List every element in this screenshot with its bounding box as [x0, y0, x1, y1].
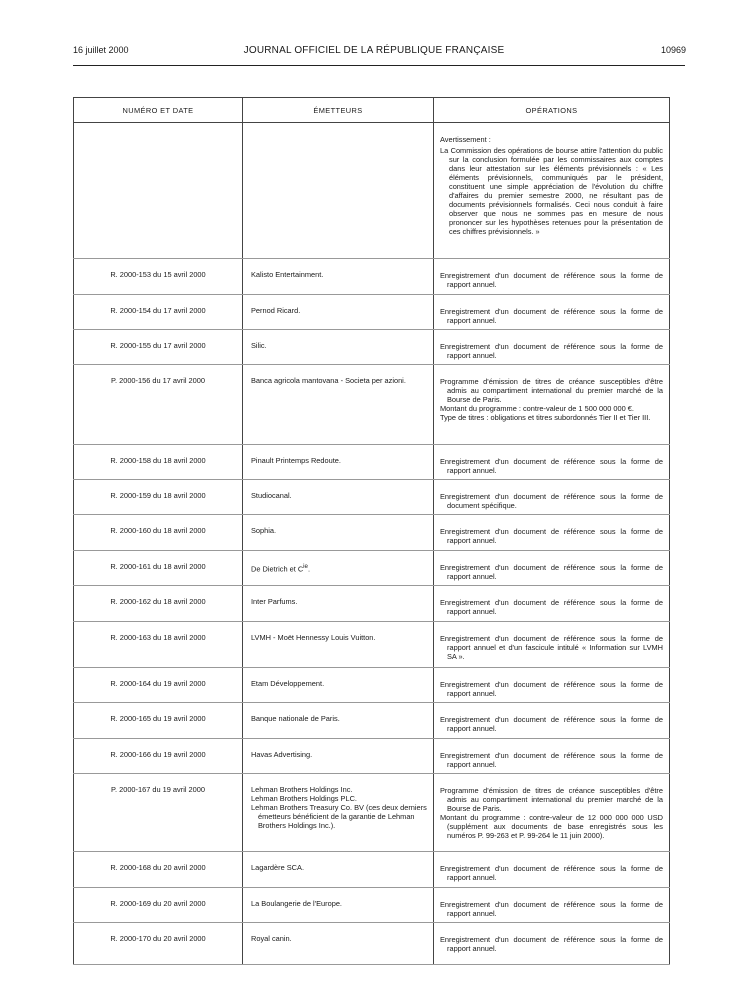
issuer-name: Etam Développement.	[251, 679, 325, 688]
registration-number: R. 2000-158 du 18 avril 2000	[74, 445, 243, 480]
operation-text: Enregistrement d'un document de référence sous la forme de rapport annuel.	[440, 900, 663, 918]
operation-cell	[434, 622, 670, 668]
column-header-issuers: ÉMETTEURS	[243, 98, 434, 123]
table-row	[74, 480, 670, 515]
registration-number: R. 2000-169 du 20 avril 2000	[74, 888, 243, 923]
operation-text: Enregistrement d'un document de référence sous la forme de rapport annuel.	[440, 715, 663, 733]
issuer-name: Lehman Brothers Holdings Inc.	[251, 785, 353, 794]
registration-number: P. 2000-167 du 19 avril 2000	[74, 774, 243, 852]
operation-text: Enregistrement d'un document de référence sous la forme de document spécifique.	[440, 492, 663, 510]
issuer-cell	[243, 515, 434, 551]
operation-text: Montant du programme : contre-valeur de 1 500 000 000 €.	[440, 404, 634, 413]
issuer-cell	[243, 774, 434, 852]
warning-body: La Commission des opérations de bourse attire l'attention du public sur la conclusion formulée par les commissaires aux comptes dans leur attestation sur les éléments prévisionnels : « Les éléments prévisionnels, communiqués par le président, constituent une simple appréciation de l'évolution du chiffre d'affaires du premier semestre 2000, ne résultant pas de documents prévisionnels formalisés. Ceci nous conduit à faire observer que nous ne sommes pas en mesure de nous prononcer sur les hypothèses retenues pour la présentation de ces chiffres prévisionnels. »	[440, 146, 663, 236]
operation-cell	[434, 668, 670, 703]
registration-number: P. 2000-156 du 17 avril 2000	[74, 365, 243, 445]
operation-cell	[434, 259, 670, 295]
table-row	[74, 586, 670, 622]
issuer-cell	[243, 586, 434, 622]
issuer-cell	[243, 668, 434, 703]
issuer-cell	[243, 703, 434, 739]
table-row	[74, 330, 670, 365]
issuer-name: Pinault Printemps Redoute.	[251, 456, 341, 465]
operation-cell	[434, 703, 670, 739]
registration-number: R. 2000-155 du 17 avril 2000	[74, 330, 243, 365]
registration-number: R. 2000-166 du 19 avril 2000	[74, 739, 243, 774]
operation-text: Enregistrement d'un document de référence sous la forme de rapport annuel.	[440, 935, 663, 953]
issuer-cell	[243, 622, 434, 668]
registration-number: R. 2000-153 du 15 avril 2000	[74, 259, 243, 295]
issuer-cell	[243, 739, 434, 774]
registration-number: R. 2000-159 du 18 avril 2000	[74, 480, 243, 515]
issuer-cell	[243, 330, 434, 365]
issuer-name: Silic.	[251, 341, 267, 350]
issuer-cell	[243, 295, 434, 330]
table-row	[74, 852, 670, 888]
operation-text: Type de titres : obligations et titres subordonnés Tier II et Tier III.	[440, 413, 651, 422]
issuer-name: Lehman Brothers Treasury Co. BV (ces deux derniers émetteurs bénéficient de la garantie de Lehman Brothers Holdings Inc.).	[251, 803, 427, 830]
issuer-cell	[243, 852, 434, 888]
table-row	[74, 622, 670, 668]
column-header-number: NUMÉRO ET DATE	[74, 98, 243, 123]
operation-cell	[434, 330, 670, 365]
page-header	[0, 45, 748, 61]
issuer-name: Kalisto Entertainment.	[251, 270, 324, 279]
registration-number: R. 2000-163 du 18 avril 2000	[74, 622, 243, 668]
header-page-number: 10969	[660, 45, 686, 55]
operation-text: Enregistrement d'un document de référence sous la forme de rapport annuel.	[440, 457, 663, 475]
operation-text: Enregistrement d'un document de référence sous la forme de rapport annuel.	[440, 342, 663, 360]
operation-cell	[434, 586, 670, 622]
issuer-name: La Boulangerie de l'Europe.	[251, 899, 342, 908]
issuer-name: Havas Advertising.	[251, 750, 313, 759]
issuer-cell	[243, 551, 434, 586]
operation-cell	[434, 551, 670, 586]
operation-text: Enregistrement d'un document de référence sous la forme de rapport annuel.	[440, 751, 663, 769]
registrations-table	[73, 97, 670, 965]
table-row	[74, 703, 670, 739]
table-row	[74, 739, 670, 774]
issuer-name: Banca agricola mantovana - Societa per azioni.	[251, 376, 406, 385]
operation-text: Enregistrement d'un document de référence sous la forme de rapport annuel.	[440, 527, 663, 545]
operation-cell	[434, 852, 670, 888]
warning-title: Avertissement :	[440, 135, 491, 144]
operation-text: Enregistrement d'un document de référence sous la forme de rapport annuel.	[440, 680, 663, 698]
header-title: JOURNAL OFFICIEL DE LA RÉPUBLIQUE FRANÇAISE	[243, 45, 505, 56]
warning-number-cell	[74, 123, 243, 259]
operation-cell	[434, 774, 670, 852]
issuer-cell	[243, 923, 434, 965]
issuer-cell	[243, 888, 434, 923]
registration-number: R. 2000-164 du 19 avril 2000	[74, 668, 243, 703]
operation-cell	[434, 365, 670, 445]
issuer-name: Lagardère SCA.	[251, 863, 304, 872]
registration-number: R. 2000-170 du 20 avril 2000	[74, 923, 243, 965]
table-row	[74, 365, 670, 445]
warning-issuer-cell	[243, 123, 434, 259]
table-row	[74, 551, 670, 586]
registration-number: R. 2000-165 du 19 avril 2000	[74, 703, 243, 739]
operation-cell	[434, 888, 670, 923]
table-row	[74, 515, 670, 551]
operation-text: Enregistrement d'un document de référence sous la forme de rapport annuel.	[440, 598, 663, 616]
issuer-name: Sophia.	[251, 526, 277, 535]
warning-cell	[434, 123, 670, 259]
table-row	[74, 295, 670, 330]
operation-text: Enregistrement d'un document de référence sous la forme de rapport annuel et d'un fascicule intitulé « Information sur LVMH SA ».	[440, 634, 663, 661]
issuer-name: Royal canin.	[251, 934, 292, 943]
table-row	[74, 259, 670, 295]
operation-text: Enregistrement d'un document de référence sous la forme de rapport annuel.	[440, 307, 663, 325]
header-date: 16 juillet 2000	[73, 45, 129, 55]
issuer-name: Lehman Brothers Holdings PLC.	[251, 794, 357, 803]
issuer-name: LVMH - Moët Hennessy Louis Vuitton.	[251, 633, 376, 642]
operation-cell	[434, 923, 670, 965]
table-row	[74, 668, 670, 703]
table-row	[74, 774, 670, 852]
operation-cell	[434, 445, 670, 480]
operation-text: Programme d'émission de titres de créance susceptibles d'être admis au compartiment international du premier marché de la Bourse de Paris.	[440, 377, 663, 404]
table-row	[74, 888, 670, 923]
operation-cell	[434, 739, 670, 774]
issuer-name: Inter Parfums.	[251, 597, 298, 606]
registration-number: R. 2000-168 du 20 avril 2000	[74, 852, 243, 888]
registration-number: R. 2000-161 du 18 avril 2000	[74, 551, 243, 586]
issuer-name: Banque nationale de Paris.	[251, 714, 340, 723]
issuer-name: De Dietrich et $C^{ie}$.	[251, 563, 311, 574]
registration-number: R. 2000-154 du 17 avril 2000	[74, 295, 243, 330]
operation-text: Montant du programme : contre-valeur de 12 000 000 000 USD (supplément aux documents de base enregistrés sous les numéros P. 99-263 et P. 99-264 le 11 juin 2000).	[440, 813, 663, 840]
warning-row	[74, 123, 670, 259]
operation-text: Programme d'émission de titres de créance susceptibles d'être admis au compartiment international du premier marché de la Bourse de Paris.	[440, 786, 663, 813]
operation-text: Enregistrement d'un document de référence sous la forme de rapport annuel.	[440, 864, 663, 882]
issuer-cell	[243, 365, 434, 445]
operation-text: Enregistrement d'un document de référence sous la forme de rapport annuel.	[440, 271, 663, 289]
operation-cell	[434, 295, 670, 330]
operation-cell	[434, 480, 670, 515]
table-row	[74, 923, 670, 965]
operation-cell	[434, 515, 670, 551]
table-row	[74, 445, 670, 480]
operation-text: Enregistrement d'un document de référence sous la forme de rapport annuel.	[440, 563, 663, 581]
issuer-name: Studiocanal.	[251, 491, 292, 500]
issuer-cell	[243, 445, 434, 480]
issuer-name: Pernod Ricard.	[251, 306, 301, 315]
issuer-cell	[243, 259, 434, 295]
header-rule	[73, 65, 685, 66]
column-header-operations: OPÉRATIONS	[434, 98, 670, 123]
issuer-cell	[243, 480, 434, 515]
registration-number: R. 2000-160 du 18 avril 2000	[74, 515, 243, 551]
table-header-row	[74, 98, 670, 123]
registration-number: R. 2000-162 du 18 avril 2000	[74, 586, 243, 622]
